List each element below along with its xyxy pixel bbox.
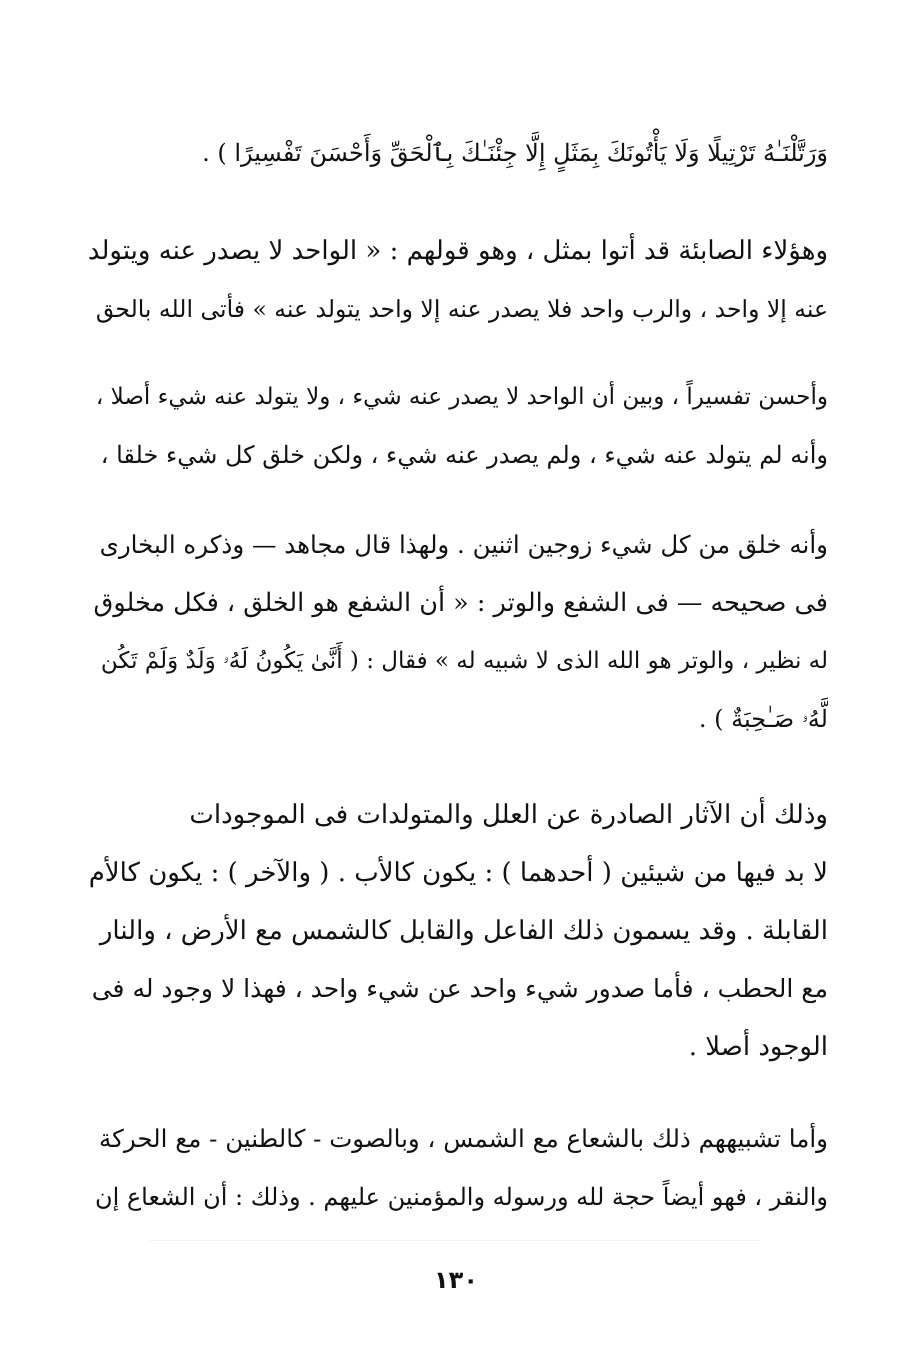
text-line: لا بد فيها من شيئين ( أحدهما ) : يكون كالأب . ( والآخر ) : يكون كالأم [88,858,828,888]
paragraph-verse-ending [88,124,828,182]
paragraph-sabians-claim [88,222,828,338]
text-line: وأنه خلق من كل شيء زوجين اثنين . ولهذا قال مجاهد — وذكره البخارى [99,530,828,559]
text-line: مع الحطب ، فأما صدور شيء واحد عن شيء واحد ، فهذا لا وجود له فى [91,974,828,1003]
text-line: القابلة . وقد يسمون ذلك الفاعل والقابل كالشمس مع الأرض ، والنار [99,916,828,946]
text-line: وهؤلاء الصابئة قد أتوا بمثل ، وهو قولهم : « الواحد لا يصدر عنه ويتولد [88,236,828,266]
text-line: عنه إلا واحد ، والرب واحد فلا يصدر عنه إلا واحد يتولد عنه » فأتى الله بالحق [95,295,828,323]
paragraph-causes-effects [88,786,828,1076]
text-line: وذلك أن الآثار الصادرة عن العلل والمتولدات فى الموجودات [189,800,828,830]
paragraph-ray-analogy [88,1110,828,1226]
text-line: الوجود أصلا . [688,1032,828,1062]
text-line: فى صحيحه — فى الشفع والوتر : « أن الشفع هو الخلق ، فكل مخلوق [93,588,828,618]
text-line: لَّهُۥ صَـٰحِبَةٌ ) . [698,705,828,733]
paragraph-mujahid-quote [88,516,828,748]
text-line: له نظير ، والوتر هو الله الذى لا شبيه له » فقال : ( أَنَّىٰ يَكُونُ لَهُۥ وَلَدٌ وَلَمْ تَكُن [100,648,828,674]
text-line: وأما تشبيههم ذلك بالشعاع مع الشمس ، وبالصوت - كالطنين - مع الحركة [99,1124,828,1153]
page-divider [150,1240,760,1241]
text-line: والنقر ، فهو أيضاً حجة لله ورسوله والمؤمنين عليهم . وذلك : أن الشعاع إن [94,1183,828,1211]
text-line: وَرَتَّلْنَـٰهُ تَرْتِيلًا وَلَا يَأْتُونَكَ بِمَثَلٍ إِلَّا جِئْنَـٰكَ بِٱلْحَقِّ وَأَحْسَنَ تَفْسِيرًا ) . [202,139,828,167]
text-line: وأحسن تفسيراً ، وبين أن الواحد لا يصدر عنه شيء ، ولا يتولد عنه شيء أصلا ، [95,384,828,410]
text-line: وأنه لم يتولد عنه شيء ، ولم يصدر عنه شيء ، ولكن خلق كل شيء خلقا ، [100,441,828,469]
page-number: ١٣٠ [434,1266,478,1294]
paragraph-refutation [88,368,828,484]
